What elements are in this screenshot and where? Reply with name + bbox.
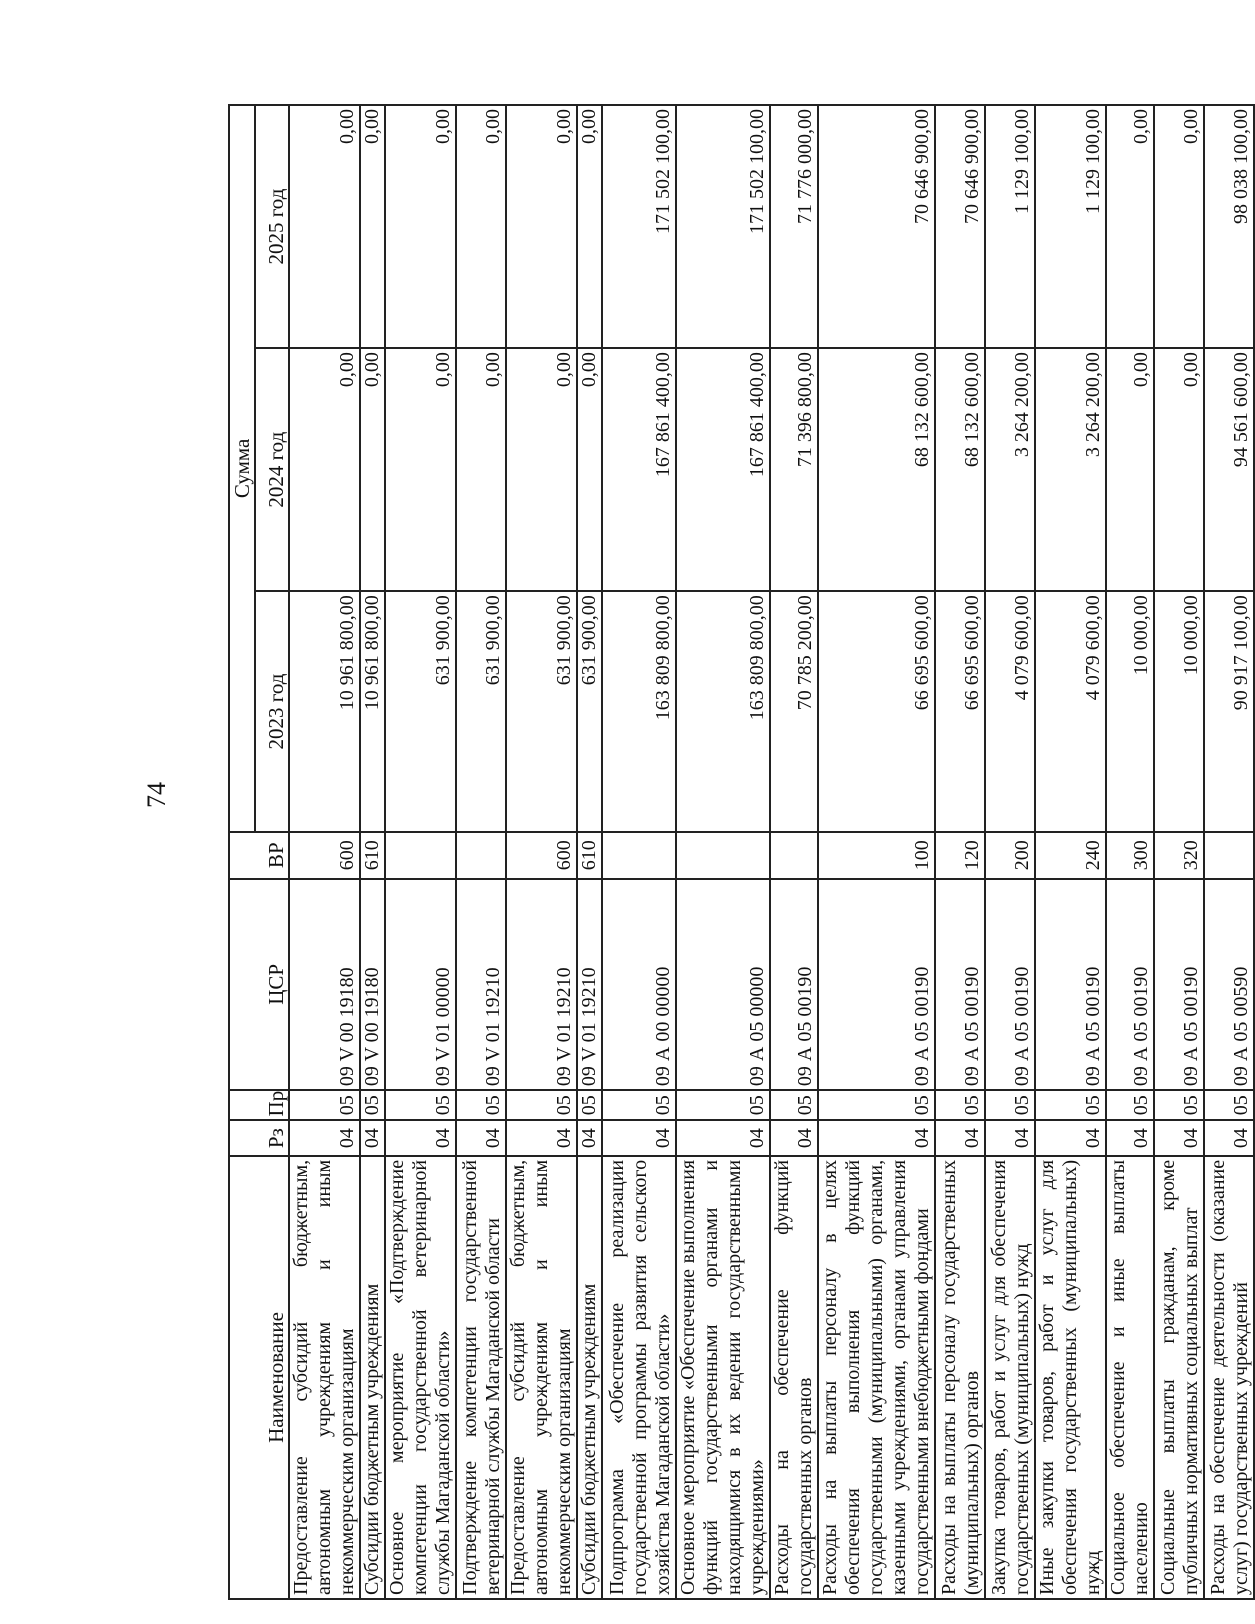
row-amount-2024: 0,00 bbox=[577, 348, 602, 591]
row-amount-2025: 98 038 100,00 bbox=[1204, 105, 1254, 348]
header-pr: Пр bbox=[229, 1090, 289, 1120]
budget-table bbox=[228, 104, 1255, 1600]
row-name: Закупка товаров, работ и услуг для обеспечения государственных (муниципальных) нужд bbox=[985, 1156, 1035, 1599]
table-row bbox=[1106, 105, 1154, 1599]
row-amount-2025: 0,00 bbox=[577, 105, 602, 348]
header-csr: ЦСР bbox=[229, 879, 289, 1090]
row-name: Социальное обеспечение и иные выплаты населению bbox=[1106, 1156, 1154, 1599]
header-vr: ВР bbox=[229, 832, 289, 879]
row-pr: 05 bbox=[818, 1090, 935, 1120]
row-amount-2024: 0,00 bbox=[1106, 348, 1154, 591]
row-amount-2024: 0,00 bbox=[456, 348, 506, 591]
row-vr: 100 bbox=[818, 832, 935, 879]
row-vr bbox=[385, 832, 456, 879]
table-row bbox=[577, 105, 602, 1599]
row-amount-2025: 0,00 bbox=[456, 105, 506, 348]
row-name: Предоставление субсидий бюджетным, автономным учреждениям и иным некоммерческим организациям bbox=[506, 1156, 577, 1599]
row-amount-2025: 0,00 bbox=[1154, 105, 1204, 348]
row-amount-2023: 163 809 800,00 bbox=[676, 591, 770, 832]
table-row bbox=[818, 105, 935, 1599]
row-amount-2024: 68 132 600,00 bbox=[818, 348, 935, 591]
row-vr: 610 bbox=[577, 832, 602, 879]
row-name: Иные закупки товаров, работ и услуг для обеспечения государственных (муниципальных) нужд bbox=[1035, 1156, 1106, 1599]
row-rz: 04 bbox=[1204, 1120, 1254, 1155]
row-amount-2024: 167 861 400,00 bbox=[602, 348, 676, 591]
row-name: Подтверждение компетенции государственной ветеринарной службы Магаданской области bbox=[456, 1156, 506, 1599]
row-amount-2023: 70 785 200,00 bbox=[770, 591, 818, 832]
row-csr: 09 V 01 00000 bbox=[385, 879, 456, 1090]
row-vr: 300 bbox=[1106, 832, 1154, 879]
row-amount-2025: 0,00 bbox=[506, 105, 577, 348]
row-rz: 04 bbox=[506, 1120, 577, 1155]
row-csr: 09 А 05 00190 bbox=[770, 879, 818, 1090]
row-pr: 05 bbox=[1106, 1090, 1154, 1120]
row-rz: 04 bbox=[456, 1120, 506, 1155]
header-name: Наименование bbox=[229, 1156, 289, 1599]
row-pr: 05 bbox=[360, 1090, 385, 1120]
row-pr: 05 bbox=[1204, 1090, 1254, 1120]
row-rz: 04 bbox=[935, 1120, 985, 1155]
table-row bbox=[360, 105, 385, 1599]
row-name: Расходы на обеспечение деятельности (оказание услуг) государственных учреждений bbox=[1204, 1156, 1254, 1599]
row-name: Расходы на обеспечение функций государственных органов bbox=[770, 1156, 818, 1599]
row-csr: 09 А 05 00590 bbox=[1204, 879, 1254, 1090]
row-vr: 600 bbox=[289, 832, 360, 879]
row-vr bbox=[770, 832, 818, 879]
table-row bbox=[506, 105, 577, 1599]
header-year-2024: 2024 год bbox=[255, 348, 289, 591]
row-vr: 610 bbox=[360, 832, 385, 879]
row-vr bbox=[602, 832, 676, 879]
row-amount-2024: 167 861 400,00 bbox=[676, 348, 770, 591]
row-pr: 05 bbox=[602, 1090, 676, 1120]
row-amount-2023: 66 695 600,00 bbox=[935, 591, 985, 832]
row-csr: 09 V 01 19210 bbox=[577, 879, 602, 1090]
table-row bbox=[1154, 105, 1204, 1599]
row-amount-2024: 0,00 bbox=[360, 348, 385, 591]
row-pr: 05 bbox=[1035, 1090, 1106, 1120]
row-rz: 04 bbox=[1154, 1120, 1204, 1155]
row-amount-2025: 0,00 bbox=[385, 105, 456, 348]
row-pr: 05 bbox=[770, 1090, 818, 1120]
table-row bbox=[602, 105, 676, 1599]
row-pr: 05 bbox=[1154, 1090, 1204, 1120]
row-csr: 09 А 05 00190 bbox=[1035, 879, 1106, 1090]
row-amount-2023: 631 900,00 bbox=[577, 591, 602, 832]
row-name: Расходы на выплаты персоналу государственных (муниципальных) органов bbox=[935, 1156, 985, 1599]
rotated-table-container bbox=[228, 104, 1252, 1600]
table-row bbox=[289, 105, 360, 1599]
row-name: Субсидии бюджетным учреждениям bbox=[577, 1156, 602, 1599]
page-number: 74 bbox=[142, 782, 171, 808]
row-amount-2025: 71 776 000,00 bbox=[770, 105, 818, 348]
row-amount-2023: 4 079 600,00 bbox=[1035, 591, 1106, 832]
table-row bbox=[1204, 105, 1254, 1599]
rotated-table-wrapper bbox=[228, 104, 1252, 1600]
row-amount-2023: 90 917 100,00 bbox=[1204, 591, 1254, 832]
row-vr: 200 bbox=[985, 832, 1035, 879]
row-amount-2023: 4 079 600,00 bbox=[985, 591, 1035, 832]
row-amount-2023: 66 695 600,00 bbox=[818, 591, 935, 832]
row-amount-2025: 171 502 100,00 bbox=[676, 105, 770, 348]
row-vr: 600 bbox=[506, 832, 577, 879]
row-amount-2025: 171 502 100,00 bbox=[602, 105, 676, 348]
row-rz: 04 bbox=[289, 1120, 360, 1155]
row-pr: 05 bbox=[385, 1090, 456, 1120]
row-pr: 05 bbox=[935, 1090, 985, 1120]
row-name: Основное мероприятие «Обеспечение выполнения функций государственными органами и находящимися в их ведении государственными учреждениями» bbox=[676, 1156, 770, 1599]
table-row bbox=[1035, 105, 1106, 1599]
row-name: Предоставление субсидий бюджетным, автономным учреждениям и иным некоммерческим организациям bbox=[289, 1156, 360, 1599]
row-rz: 04 bbox=[985, 1120, 1035, 1155]
row-amount-2025: 70 646 900,00 bbox=[818, 105, 935, 348]
table-header-row bbox=[229, 105, 255, 1599]
row-name: Субсидии бюджетным учреждениям bbox=[360, 1156, 385, 1599]
row-csr: 09 А 05 00000 bbox=[676, 879, 770, 1090]
row-amount-2025: 0,00 bbox=[360, 105, 385, 348]
row-amount-2024: 3 264 200,00 bbox=[1035, 348, 1106, 591]
row-vr bbox=[1204, 832, 1254, 879]
table-row bbox=[985, 105, 1035, 1599]
row-csr: 09 А 05 00190 bbox=[985, 879, 1035, 1090]
row-rz: 04 bbox=[818, 1120, 935, 1155]
row-amount-2023: 631 900,00 bbox=[385, 591, 456, 832]
row-csr: 09 V 00 19180 bbox=[289, 879, 360, 1090]
row-vr: 120 bbox=[935, 832, 985, 879]
row-amount-2024: 94 561 600,00 bbox=[1204, 348, 1254, 591]
row-vr: 320 bbox=[1154, 832, 1204, 879]
row-csr: 09 V 01 19210 bbox=[506, 879, 577, 1090]
row-pr: 05 bbox=[577, 1090, 602, 1120]
row-rz: 04 bbox=[676, 1120, 770, 1155]
row-rz: 04 bbox=[1106, 1120, 1154, 1155]
row-csr: 09 А 05 00190 bbox=[935, 879, 985, 1090]
row-amount-2023: 631 900,00 bbox=[456, 591, 506, 832]
header-year-2023: 2023 год bbox=[255, 591, 289, 832]
row-amount-2024: 0,00 bbox=[385, 348, 456, 591]
row-amount-2023: 10 961 800,00 bbox=[360, 591, 385, 832]
row-amount-2023: 10 961 800,00 bbox=[289, 591, 360, 832]
row-pr: 05 bbox=[289, 1090, 360, 1120]
row-pr: 05 bbox=[985, 1090, 1035, 1120]
row-amount-2023: 163 809 800,00 bbox=[602, 591, 676, 832]
header-sum: Сумма bbox=[229, 105, 255, 832]
row-amount-2025: 0,00 bbox=[1106, 105, 1154, 348]
row-rz: 04 bbox=[360, 1120, 385, 1155]
row-csr: 09 А 05 00190 bbox=[818, 879, 935, 1090]
table-row bbox=[676, 105, 770, 1599]
row-amount-2023: 10 000,00 bbox=[1106, 591, 1154, 832]
row-name: Основное мероприятие «Подтверждение компетенции государственной ветеринарной службы Магаданской области» bbox=[385, 1156, 456, 1599]
row-amount-2024: 0,00 bbox=[289, 348, 360, 591]
table-row bbox=[456, 105, 506, 1599]
row-vr: 240 bbox=[1035, 832, 1106, 879]
row-rz: 04 bbox=[770, 1120, 818, 1155]
row-amount-2025: 0,00 bbox=[289, 105, 360, 348]
row-amount-2024: 0,00 bbox=[1154, 348, 1204, 591]
row-amount-2025: 1 129 100,00 bbox=[1035, 105, 1106, 348]
header-rz: Рз bbox=[229, 1120, 289, 1155]
row-pr: 05 bbox=[676, 1090, 770, 1120]
row-amount-2023: 631 900,00 bbox=[506, 591, 577, 832]
table-row bbox=[385, 105, 456, 1599]
table-row bbox=[935, 105, 985, 1599]
row-csr: 09 А 05 00190 bbox=[1154, 879, 1204, 1090]
row-vr bbox=[676, 832, 770, 879]
row-amount-2024: 0,00 bbox=[506, 348, 577, 591]
row-csr: 09 А 05 00190 bbox=[1106, 879, 1154, 1090]
row-name: Расходы на выплаты персоналу в целях обеспечения выполнения функций государственными (муниципальными) органами, казенными учреждениями, органами управления государственными внебюджетными фондами bbox=[818, 1156, 935, 1599]
row-amount-2023: 10 000,00 bbox=[1154, 591, 1204, 832]
row-rz: 04 bbox=[385, 1120, 456, 1155]
row-vr bbox=[456, 832, 506, 879]
row-csr: 09 А 00 00000 bbox=[602, 879, 676, 1090]
row-amount-2025: 70 646 900,00 bbox=[935, 105, 985, 348]
row-csr: 09 V 00 19180 bbox=[360, 879, 385, 1090]
row-amount-2024: 3 264 200,00 bbox=[985, 348, 1035, 591]
row-amount-2024: 71 396 800,00 bbox=[770, 348, 818, 591]
row-pr: 05 bbox=[506, 1090, 577, 1120]
row-rz: 04 bbox=[1035, 1120, 1106, 1155]
row-amount-2024: 68 132 600,00 bbox=[935, 348, 985, 591]
row-amount-2025: 1 129 100,00 bbox=[985, 105, 1035, 348]
row-pr: 05 bbox=[456, 1090, 506, 1120]
row-rz: 04 bbox=[602, 1120, 676, 1155]
row-name: Подпрограмма «Обеспечение реализации государственной программы развития сельского хозяйства Магаданской области» bbox=[602, 1156, 676, 1599]
row-csr: 09 V 01 19210 bbox=[456, 879, 506, 1090]
header-year-2025: 2025 год bbox=[255, 105, 289, 348]
table-row bbox=[770, 105, 818, 1599]
row-rz: 04 bbox=[577, 1120, 602, 1155]
row-name: Социальные выплаты гражданам, кроме публичных нормативных социальных выплат bbox=[1154, 1156, 1204, 1599]
